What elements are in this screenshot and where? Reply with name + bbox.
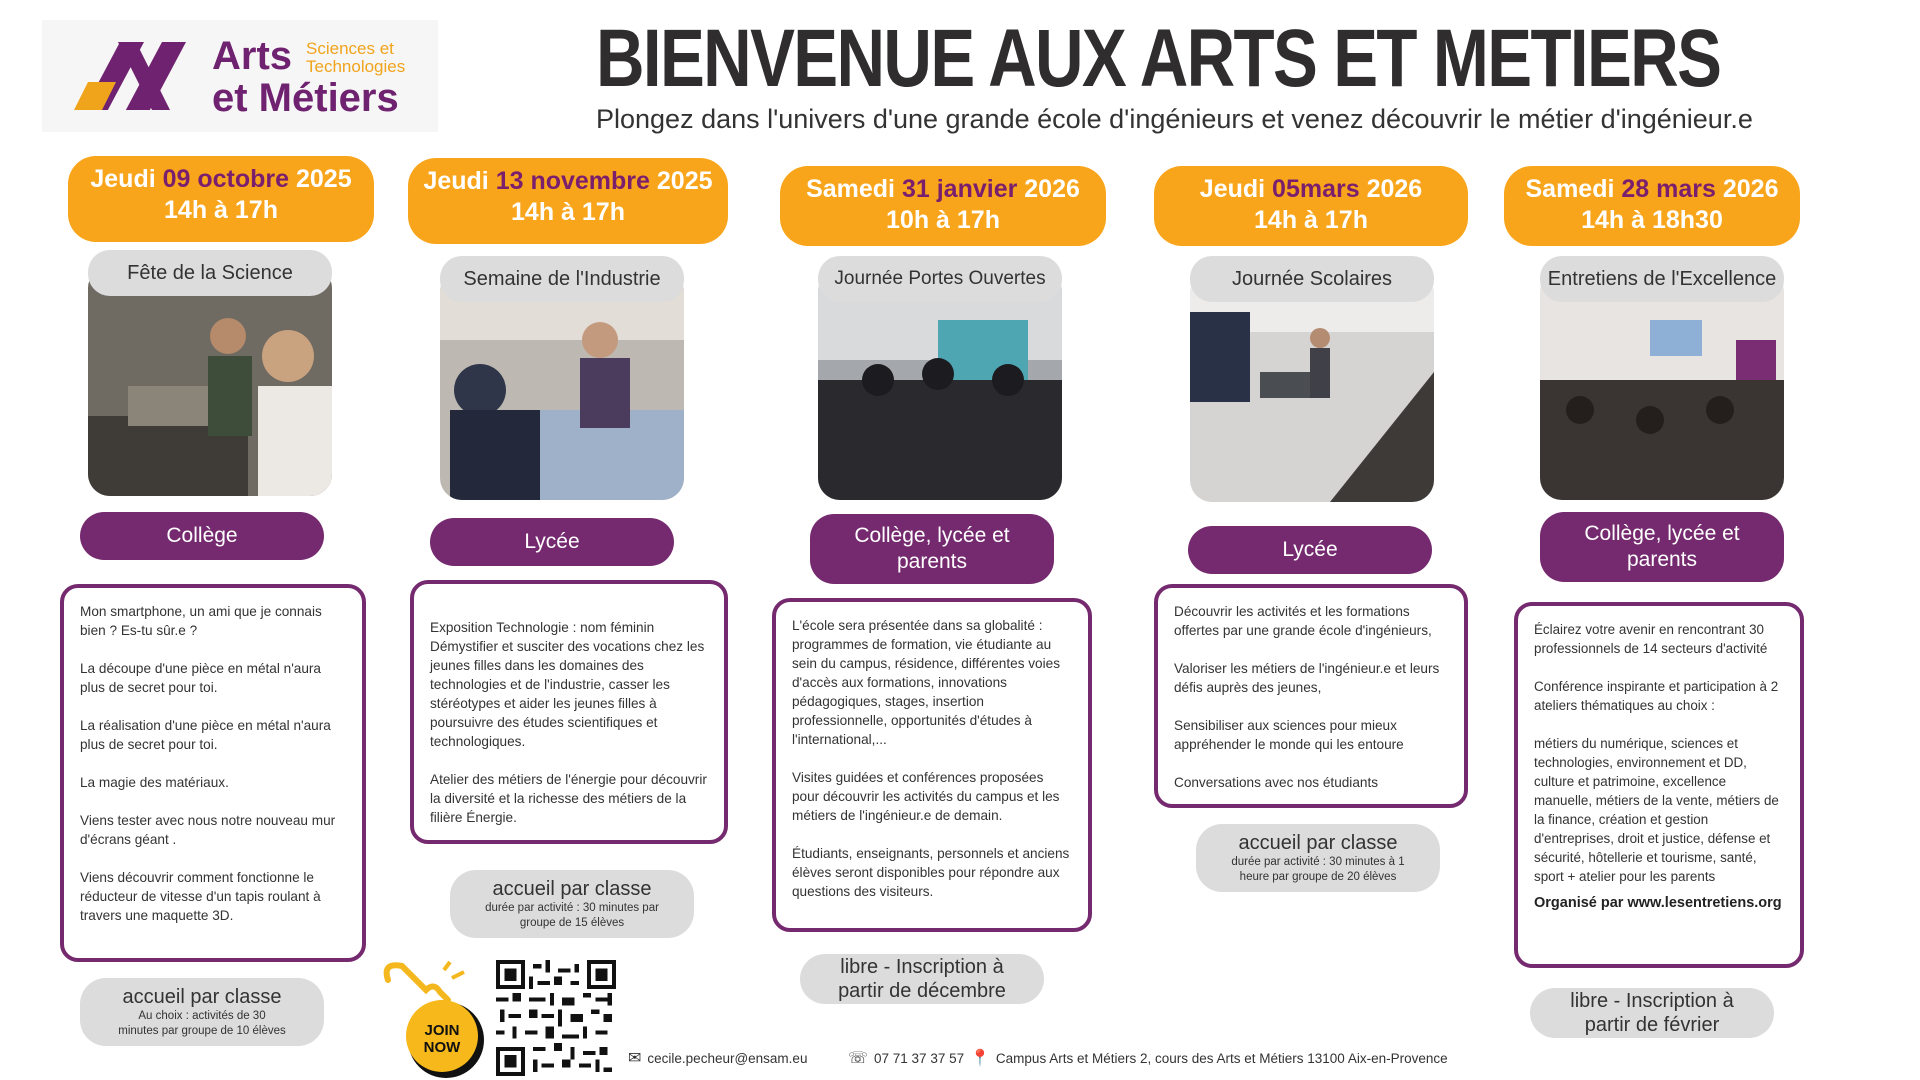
event-5-date-pill xyxy=(1504,166,1800,246)
event-3-paragraph: Étudiants, enseignants, personnels et anciens élèves seront disponibles pour répondre aux questions des visiteurs. xyxy=(792,846,1070,899)
event-1-registration-main: accueil par classe xyxy=(122,986,282,1008)
event-2-photo xyxy=(440,270,684,500)
event-2-date: 13 novembre xyxy=(495,167,650,195)
phone-icon: ☏ xyxy=(848,1050,869,1067)
event-5-year: 2026 xyxy=(1722,175,1779,203)
event-2-paragraph: Exposition Technologie : nom féminin Démystifier et susciter des vocations chez les jeunes filles dans les domaines des technologies et de l'industrie, casser les stéréotypes et aider les jeunes filles à poursuivre des études scientifiques et technologiques. xyxy=(430,620,705,749)
event-5-registration-main: libre - Inscription à partir de février xyxy=(1570,990,1734,1036)
event-1-paragraph: La magie des matériaux. xyxy=(80,775,229,790)
event-5-hours: 14h à 18h30 xyxy=(1581,206,1723,234)
event-3-registration-main: libre - Inscription à partir de décembre xyxy=(838,956,1006,1002)
contact-email[interactable] xyxy=(628,1048,807,1068)
event-3-photo xyxy=(818,270,1062,500)
event-1-registration xyxy=(80,978,324,1046)
envelope-icon: ✉ xyxy=(628,1050,642,1067)
join-label-2: NOW xyxy=(423,1039,461,1056)
event-4-year: 2026 xyxy=(1366,175,1423,203)
event-4-date-pill xyxy=(1154,166,1468,246)
event-1-audience: Collège xyxy=(80,512,324,560)
map-pin-icon: 📍 xyxy=(970,1050,990,1067)
event-5-paragraph: Conférence inspirante et participation à 2 ateliers thématiques au choix : xyxy=(1534,679,1779,713)
event-4-date: 05mars xyxy=(1272,175,1360,203)
event-2-audience: Lycée xyxy=(430,518,674,566)
page-subtitle: Plongez dans l'univers d'une grande école d'ingénieurs et venez découvrir le métier d'ingénieur.e xyxy=(596,104,1753,134)
event-4-paragraph: Sensibiliser aux sciences pour mieux appréhender le monde qui les entoure xyxy=(1174,718,1404,752)
event-4-day: Jeudi xyxy=(1199,175,1266,203)
event-3-date-pill xyxy=(780,166,1106,246)
event-5-photo xyxy=(1540,270,1784,500)
event-3-activity: Journée Portes Ouvertes xyxy=(818,256,1062,302)
event-3-day: Samedi xyxy=(806,175,896,203)
logo-word-metiers: et Métiers xyxy=(212,76,399,120)
qr-code-icon xyxy=(496,960,616,1076)
event-1-photo xyxy=(88,266,332,496)
event-2-hours: 14h à 17h xyxy=(511,198,625,226)
qr-code[interactable] xyxy=(496,960,616,1076)
event-2-year: 2025 xyxy=(656,167,713,195)
event-5-paragraph: métiers du numérique, sciences et technologies, environnement et DD, culture et patrimoine, excellence manuelle, métiers de la vente, métiers de la finance, création et gestion d'entreprises, droit et justice, défense et sécurité, hôtellerie et tourisme, santé, sport + atelier pour les parents xyxy=(1534,736,1779,884)
event-3-paragraph: Visites guidées et conférences proposées pour découvrir les activités du campus et les métiers de l'ingénieur.e de demain. xyxy=(792,770,1060,823)
event-5-date: 28 mars xyxy=(1621,175,1716,203)
event-5-organizer: Organisé par www.lesentretiens.org xyxy=(1534,895,1782,911)
contact-email-text: cecile.pecheur@ensam.eu xyxy=(647,1050,808,1066)
event-1-description xyxy=(60,584,366,962)
event-1-date-pill xyxy=(68,156,374,242)
event-4-paragraph: Conversations avec nos étudiants xyxy=(1174,775,1379,790)
logo-word-arts: Arts xyxy=(212,34,293,78)
hand-pointer-icon xyxy=(378,960,488,1080)
event-3-paragraph: L'école sera présentée dans sa globalité : programmes de formation, vie étudiante au sein du campus, résidence, différentes voies d'accès aux formations, innovations pédagogiques, stages, insertion professionnelle, opportunités d'études à l'international,... xyxy=(792,618,1060,747)
event-2-registration-main: accueil par classe xyxy=(492,878,652,900)
event-2-activity: Semaine de l'Industrie xyxy=(440,256,684,302)
event-1-paragraph: La réalisation d'une pièce en métal n'aura plus de secret pour toi. xyxy=(80,718,331,752)
contact-phone-text: 07 71 37 37 57 xyxy=(874,1050,965,1066)
event-1-activity: Fête de la Science xyxy=(88,250,332,296)
event-2-description xyxy=(410,580,728,844)
join-label-1: JOIN xyxy=(424,1022,460,1039)
event-4-photo xyxy=(1190,272,1434,502)
event-4-registration-detail: durée par activité : 30 minutes à 1 heure par groupe de 20 élèves xyxy=(1231,856,1405,883)
contact-phone[interactable] xyxy=(848,1048,964,1068)
event-1-registration-detail: Au choix : activités de 30 minutes par groupe de 10 élèves xyxy=(118,1010,286,1037)
page-title: BIENVENUE AUX ARTS ET METIERS xyxy=(596,13,1721,104)
event-5-registration xyxy=(1530,988,1774,1038)
event-3-description xyxy=(772,598,1092,932)
event-1-paragraph: La découpe d'une pièce en métal n'aura plus de secret pour toi. xyxy=(80,661,321,695)
event-5-paragraph: Éclairez votre avenir en rencontrant 30 professionnels de 14 secteurs d'activité xyxy=(1534,622,1768,656)
event-2-registration-detail: durée par activité : 30 minutes par groupe de 15 élèves xyxy=(485,902,659,929)
event-1-hours: 14h à 17h xyxy=(164,196,278,224)
event-5-description xyxy=(1514,602,1804,968)
event-4-registration-main: accueil par classe xyxy=(1238,832,1398,854)
event-3-audience: Collège, lycée et parents xyxy=(810,514,1054,584)
event-2-date-pill xyxy=(408,158,728,244)
event-2-registration xyxy=(450,870,694,938)
event-2-day: Jeudi xyxy=(423,167,489,195)
contact-address-text: Campus Arts et Métiers 2, cours des Arts et Métiers 13100 Aix-en-Provence xyxy=(995,1050,1448,1066)
event-1-paragraph: Viens tester avec nous notre nouveau mur d'écrans géant . xyxy=(80,813,336,847)
event-5-day: Samedi xyxy=(1525,175,1615,203)
logo-mark-icon xyxy=(66,42,206,114)
event-5-audience: Collège, lycée et parents xyxy=(1540,512,1784,582)
event-5-activity: Entretiens de l'Excellence xyxy=(1540,256,1784,302)
contact-address xyxy=(970,1048,1448,1068)
event-4-hours: 14h à 17h xyxy=(1254,206,1368,234)
event-3-hours: 10h à 17h xyxy=(886,206,1000,234)
event-4-registration xyxy=(1196,824,1440,892)
join-now-badge[interactable] xyxy=(378,960,488,1080)
event-4-description xyxy=(1154,584,1468,808)
event-1-paragraph: Viens découvrir comment fonctionne le réducteur de vitesse d'un tapis roulant à travers une maquette 3D. xyxy=(80,870,321,923)
event-4-paragraph: Valoriser les métiers de l'ingénieur.e et leurs défis auprès des jeunes, xyxy=(1174,661,1440,695)
event-1-paragraph: Mon smartphone, un ami que je connais bien ? Es-tu sûr.e ? xyxy=(80,604,322,638)
event-3-date: 31 janvier xyxy=(901,175,1018,203)
event-3-year: 2026 xyxy=(1024,175,1080,203)
event-4-activity: Journée Scolaires xyxy=(1190,256,1434,302)
event-4-audience: Lycée xyxy=(1188,526,1432,574)
event-1-year: 2025 xyxy=(296,165,352,193)
event-1-date: 09 octobre xyxy=(162,165,290,193)
event-3-registration xyxy=(800,954,1044,1004)
event-1-day: Jeudi xyxy=(90,165,156,193)
event-4-paragraph: Découvrir les activités et les formations offertes par une grande école d'ingénieurs, xyxy=(1174,604,1432,638)
logo xyxy=(42,20,438,132)
event-2-paragraph: Atelier des métiers de l'énergie pour découvrir la diversité et la richesse des métiers de la filière Énergie. xyxy=(430,772,707,825)
logo-tagline: Sciences et Technologies xyxy=(306,39,406,76)
